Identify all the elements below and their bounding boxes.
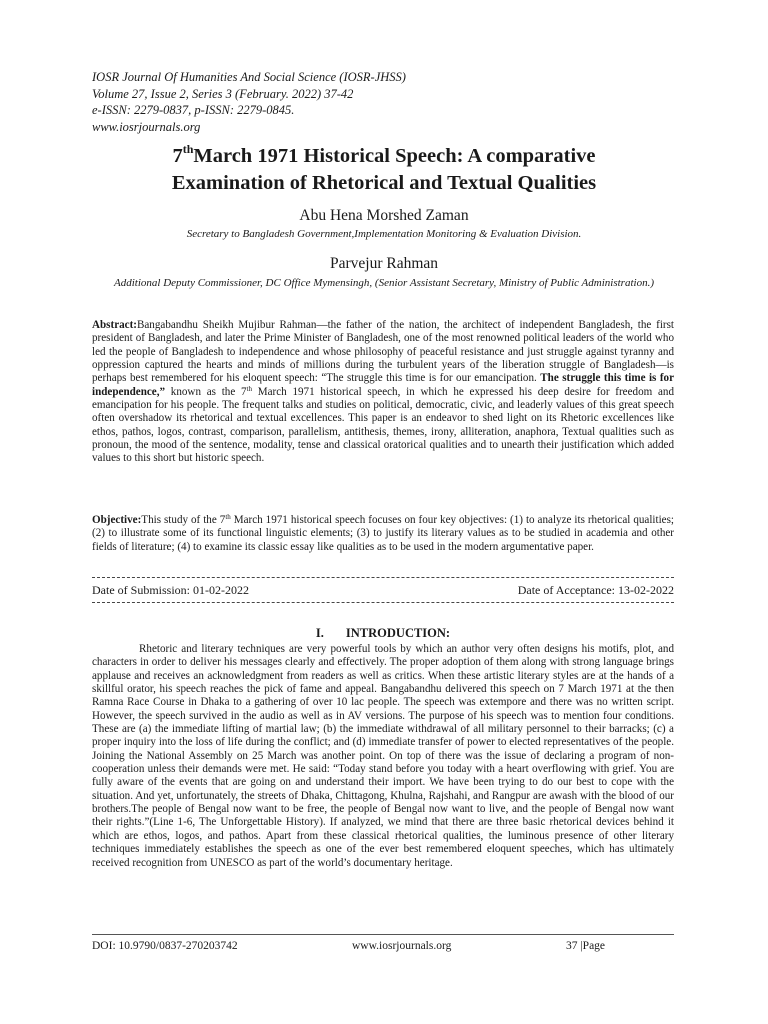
- author-name: Parvejur Rahman: [329, 255, 439, 272]
- abstract-text: March 1971 historical speech, in which he expressed his deep desire for freedom and emancipation for his people. The frequent talks and studies on political, democratic, civic, and leaderly values of this great speech often overshadow its rhetorical and textual excellences. This paper is an endeavor to shed light on its Rhetoric excellences like ethos, pathos, logos, contrast, comparison, parallelism, antithesis, themes, irony, alliteration, anaphora, Textual qualities such as pronoun, the mood of the sentence, modality, tense and classical oratorical qualities and to unearth their justification which added values to this short but historic speech.: [92, 385, 675, 465]
- footer-rule: [92, 934, 674, 935]
- dates-row: [92, 583, 674, 598]
- paper-title: [60, 143, 708, 197]
- section-heading: [92, 626, 674, 641]
- abstract: [92, 319, 674, 466]
- title-line1: March 1971 Historical Speech: A comparative: [193, 145, 596, 167]
- author-affiliation: Additional Deputy Commissioner, DC Office Mymensingh, (Senior Assistant Secretary, Ministry of Public Administration.): [114, 277, 654, 289]
- objective-text: This study of the 7: [141, 514, 226, 526]
- journal-volume: Volume 27, Issue 2, Series 3 (February. 2022) 37-42: [92, 86, 354, 101]
- author-name: Abu Hena Morshed Zaman: [299, 207, 469, 224]
- section-title: INTRODUCTION:: [345, 626, 451, 640]
- author-affiliation: Secretary to Bangladesh Government,Implementation Monitoring & Evaluation Division.: [186, 228, 582, 240]
- introduction-paragraph: Rhetoric and literary techniques are very powerful tools by which an author very often designs his motifs, plot, and characters in order to deliver his messages clearly and effectively. The proper adoption of them along with strong language brings applause and receives an acknowledgment from readers as well as critics. When these artistic literary styles are at the hands of a skillful orator, his speech reaches the pick of fame and appeal. Bangabandhu delivered this speech on 7 March 1971 at the then Ramna Race Course in Dhaka to a gathering of over 10 lac people. The speech was extempore and there was no written script. However, the speech survived in the audio as well as in AV versions. The purpose of his speech was to mention four conditions. These are (a) the immediate lifting of martial law; (b) the immediate withdrawal of all military personnel to their barracks; (c) a proper inquiry into the loss of life during the conflict; and (d) immediate transfer of power to elected representatives of the people. Joining the National Assembly on 25 March was another point. On top of there was the issue of declaring a program of non-cooperation unless their demands were met. He said: “Today stand before you today with a heart overflowing with grief. You are fully aware of the events that are going on and understand their import. We have been trying to do our best to cope with the situation. And yet, unfortunately, the streets of Dhaka, Chittagong, Khulna, Rajshahi, and Rangpur are awash with the blood of our brothers.The people of Bengal now want to be free, the people of Bengal now want to live, and the people of Bengal now want their rights.”(Line 1-6, The Unforgettable History). If analyzed, we mind that there are three basic rhetorical devices behind it which are ethos, logos, and pathos. Apart from these classical rhetorical qualities, the luminous presence of other literary techniques immediately establishes the speech as one of the ever best remembered eloquent speeches, which has ultimately received recognition from UNESCO as part of the world’s documentary heritage.: [92, 643, 674, 869]
- acceptance-date: Date of Acceptance: 13-02-2022: [517, 583, 674, 597]
- objective-label: Objective:: [92, 514, 142, 526]
- journal-name: IOSR Journal Of Humanities And Social Science (IOSR-JHSS): [92, 70, 406, 84]
- footer-doi: DOI: 10.9790/0837-270203742: [92, 940, 238, 952]
- objective-sup: th: [225, 513, 231, 521]
- journal-issn: e-ISSN: 2279-0837, p-ISSN: 2279-0845.: [92, 103, 295, 117]
- divider: [92, 577, 674, 580]
- section-number: I.: [315, 626, 324, 640]
- title-sup: th: [182, 142, 194, 156]
- abstract-text: known as the 7: [165, 385, 247, 398]
- abstract-label: Abstract:: [92, 319, 137, 331]
- abstract-text: Bangabandhu Sheikh Mujibur Rahman—the father of the nation, the architect of independent Bangladesh, the first president of Bangladesh, and later the Prime Minister of Bangladesh, one of the most renowned political leaders of the world who led the people of Bangladesh to independence and whose philosophy of peaceful resistance and just struggle against tyranny and oppression captured the hearts and minds of millions during the turbulent years of the liberation struggle of Bangladesh—is perhaps best remembered for his eloquent speech: “The struggle this time is for our emancipation.: [92, 319, 674, 385]
- submission-date: Date of Submission: 01-02-2022: [92, 583, 249, 597]
- divider: [92, 602, 674, 605]
- objective-text: March 1971 historical speech focuses on four key objectives: (1) to analyze its rhetorical qualities; (2) to illustrate some of its functional linguistic elements; (3) to justify its literary values as to be studied in academia and other fields of literature; (4) to examine its classic essay like qualities as to be used in the modern argumentative paper.: [92, 514, 675, 553]
- title-prefix: 7: [172, 145, 183, 167]
- journal-url[interactable]: www.iosrjournals.org: [92, 119, 201, 134]
- title-line2: Examination of Rhetorical and Textual Qualities: [171, 172, 597, 194]
- abstract-bold-quote: The struggle this time is for independence,”: [92, 372, 674, 398]
- journal-header: [92, 69, 406, 135]
- footer-page: 37 |Page: [566, 940, 606, 952]
- footer-site[interactable]: www.iosrjournals.org: [352, 940, 452, 952]
- abstract-sup: th: [246, 384, 253, 393]
- objective: [92, 514, 674, 554]
